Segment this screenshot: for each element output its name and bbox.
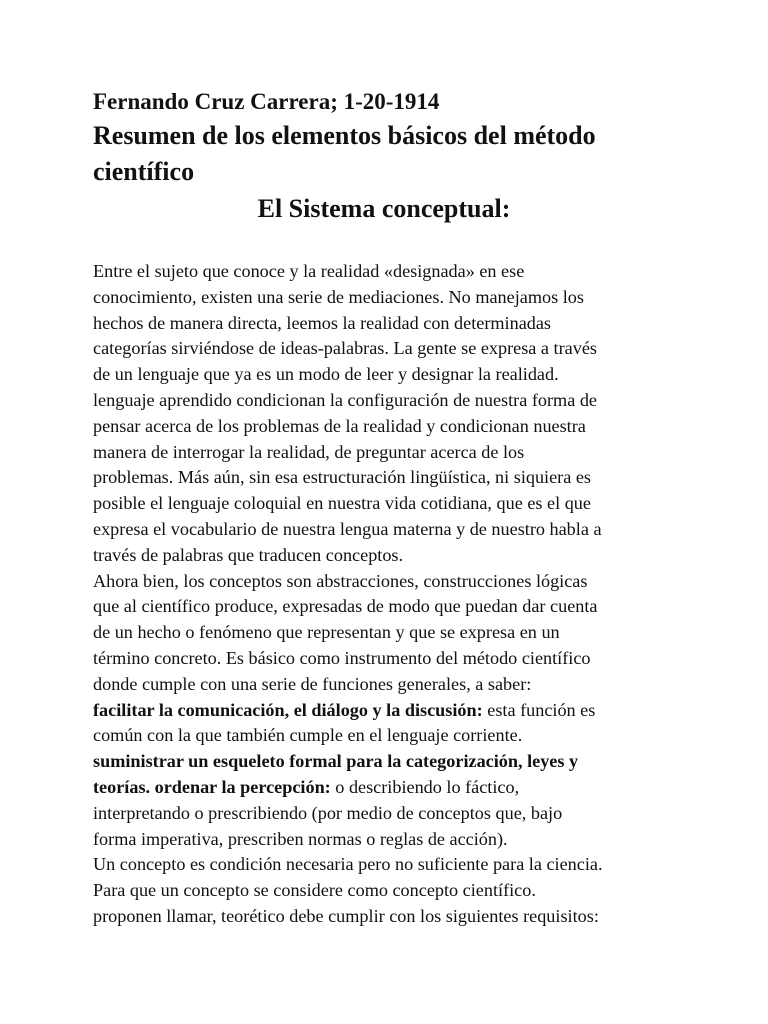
body-line: posible el lenguaje coloquial en nuestra vida cotidiana, que es el que bbox=[93, 493, 591, 514]
body-line: hechos de manera directa, leemos la realidad con determinadas bbox=[93, 312, 552, 333]
bold-term-perception: teorías. ordenar la percepción: bbox=[93, 776, 331, 797]
body-paragraphs bbox=[93, 259, 693, 930]
body-line: categorías sirviéndose de ideas-palabras. La gente se expresa a través bbox=[93, 338, 597, 359]
body-line: expresa el vocabulario de nuestra lengua materna y de nuestro habla a bbox=[93, 518, 602, 539]
bold-term-communication: facilitar la comunicación, el diálogo y la discusión: bbox=[93, 699, 483, 720]
body-line: través de palabras que traducen conceptos. bbox=[93, 544, 404, 565]
section-title: El Sistema conceptual: bbox=[257, 194, 511, 223]
body-line: conocimiento, existen una serie de mediaciones. No manejamos los bbox=[93, 286, 584, 307]
body-line: Entre el sujeto que conoce y la realidad «designada» en ese bbox=[93, 261, 525, 281]
body-line-rest: o describiendo lo fáctico, bbox=[330, 776, 520, 797]
body-line: pensar acerca de los problemas de la realidad y condicionan nuestra bbox=[93, 415, 586, 436]
body-line: Para que un concepto se considere como concepto científico. bbox=[93, 880, 536, 901]
body-line: problemas. Más aún, sin esa estructuración lingüística, ni siquiera es bbox=[93, 467, 592, 488]
body-line: término concreto. Es básico como instrumento del método científico bbox=[93, 647, 591, 668]
body-line: forma imperativa, prescriben normas o reglas de acción). bbox=[93, 828, 508, 849]
author-date-line: Fernando Cruz Carrera; 1-20-1914 bbox=[93, 89, 440, 114]
title-line-1: Resumen de los elementos básicos del método bbox=[93, 121, 596, 150]
body-line-rest: esta función es bbox=[482, 699, 596, 720]
body-line bbox=[93, 775, 693, 801]
body-line: común con la que también cumple en el lenguaje corriente. bbox=[93, 725, 523, 746]
body-line: lenguaje aprendido condicionan la configuración de nuestra forma de bbox=[93, 389, 597, 410]
body-line: de un lenguaje que ya es un modo de leer y designar la realidad. bbox=[93, 364, 559, 385]
body-line: donde cumple con una serie de funciones generales, a saber: bbox=[93, 673, 532, 694]
body-line bbox=[93, 749, 693, 775]
body-line: de un hecho o fenómeno que representan y que se expresa en un bbox=[93, 622, 560, 643]
body-line: interpretando o prescribiendo (por medio de conceptos que, bajo bbox=[93, 802, 563, 823]
body-line: manera de interrogar la realidad, de preguntar acerca de los bbox=[93, 441, 525, 462]
body-line: proponen llamar, teorético debe cumplir con los siguientes requisitos: bbox=[93, 905, 599, 926]
body-line: Ahora bien, los conceptos son abstracciones, construcciones lógicas bbox=[93, 570, 588, 591]
body-line: Un concepto es condición necesaria pero no suficiente para la ciencia. bbox=[93, 854, 603, 875]
bold-term-formal-skeleton: suministrar un esqueleto formal para la categorización, leyes y bbox=[93, 751, 579, 772]
body-line bbox=[93, 698, 693, 724]
title-line-2: científico bbox=[93, 157, 195, 186]
document-title bbox=[93, 118, 693, 190]
body-line: que al científico produce, expresadas de modo que puedan dar cuenta bbox=[93, 596, 598, 617]
